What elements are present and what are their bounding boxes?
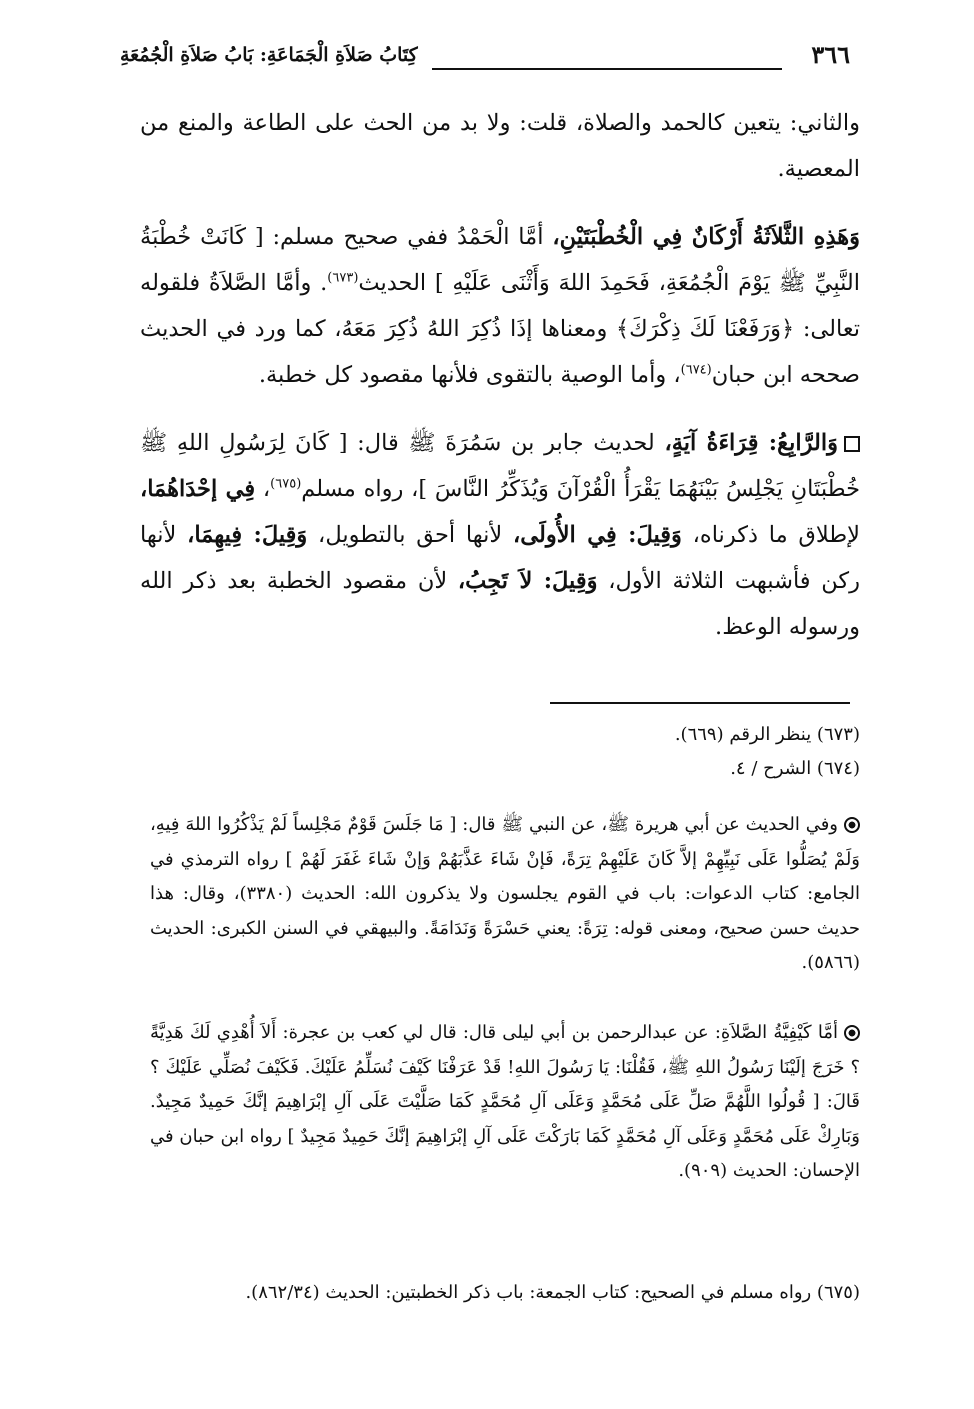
paragraph-2 (140, 214, 860, 398)
text-run: ، وأما الوصية بالتقوى فلأنها مقصود كل خطبة. (258, 362, 681, 388)
text-run: . وأمَّا الصَّلاَةُ فلقوله تعالى: ﴿وَرَفَعْنَا لَكَ ذِكْرَكَ﴾ ومعناها إذَا ذُكِرَ اللهُ ذُكِرَ مَعَهُ، كما ورد في الحديث صححه ابن حبان (140, 270, 860, 388)
paragraph-1: والثاني: يتعين كالحمد والصلاة، قلت: ولا بد من الحث على الطاعة والمنع من المعصية. (140, 110, 860, 182)
page-number: ٣٦٦ (811, 40, 850, 69)
text-run: لإطلاق ما ذكرناه، (681, 522, 860, 548)
footnote-ref-674[interactable]: (٦٧٤) (680, 362, 712, 378)
bold-phrase: فِي إحْدَاهُمَا، (140, 476, 256, 502)
text-run: لأن مقصود الخطبة بعد ذكر الله ورسوله الوعظ. (140, 568, 860, 640)
footnote-ref-675[interactable]: (٦٧٥) (270, 476, 302, 492)
footnote-674: (٦٧٤) الشرح / ٤. (730, 758, 860, 779)
text-run: أمَّا الْحَمْدُ ففي صحيح مسلم: [ كَانَتْ خُطْبَةُ النَّبِيِّ ﷺ يَوْمَ الْجُمُعَةِ، فَحَمِدَ اللهَ وَأَثْنَى عَلَيْهِ ] الحديث (140, 224, 861, 296)
circle-bullet-icon (844, 1025, 860, 1041)
footnote-675: (٦٧٥) رواه مسلم في الصحيح: كتاب الجمعة: باب ذكر الخطبتين: الحديث (٨٦٢/٣٤). (245, 1282, 860, 1303)
square-bullet-icon (844, 436, 860, 452)
annotation-note-2 (150, 1016, 860, 1189)
header-rule (432, 68, 782, 70)
bold-phrase: وَقِيلَ: لاَ تَجِبُ، (457, 568, 598, 594)
footnote-673: (٦٧٣) ينظر الرقم (٦٦٩). (674, 724, 860, 745)
note-text: وفي الحديث عن أبي هريرة ﷺ، عن النبي ﷺ قال: [ مَا جَلَسَ قَوْمٌ مَجْلِساً لَمْ يَذْكُرُوا اللهَ فِيهِ، وَلَمْ يُصَلُّوا عَلَى نَبِيِّهِمْ إلاَّ كَانَ عَلَيْهِمْ تِرَةً، فَإنْ شَاءَ عَذَّبَهُمْ وَإنْ شَاءَ غَفَرَ لَهُمْ ] رواه الترمذي في الجامع: كتاب الدعوات: باب في القوم يجلسون ولا يذكرون الله: الحديث (٣٣٨٠)، وقال: هذا حديث حسن صحيح، ومعنى قوله: تِرَةً: يعني حَسْرَةً وَنَدَامَةً. والبيهقي في السنن الكبرى: الحديث (٥٨٦٦). (150, 814, 861, 973)
text-run: لحديث جابر بن سَمُرَةَ ﷺ قال: [ كَانَ لِرَسُولِ اللهِ ﷺ خُطْبَتَانِ يَجْلِسُ بَيْنَهُمَا يَقْرَأُ الْقُرْآنَ وَيُذَكِّرُ النَّاسَ ]، رواه مسلم (140, 430, 860, 502)
paragraph-3 (140, 420, 860, 650)
text-run: لأنها ركن فأشبهت الثلاثة الأول، (140, 522, 860, 594)
text-run: ، (255, 476, 271, 502)
note-text: أمَّا كَيْفِيَّةُ الصَّلاَةِ: عن عبدالرحمن بن أبي ليلى قال: قال لي كعب بن عجرة: أَلاَ أُهْدِي لَكَ هَدِيَّةً ؟ خَرَجَ إلَيْنَا رَسُولُ اللهِ ﷺ، فَقُلْنَا: يَا رَسُولَ اللهِ! قَدْ عَرَفْنَا كَيْفَ نُسَلِّمُ عَلَيْكَ. فَكَيْفَ نُصَلِّي عَلَيْكَ ؟ قَالَ: [ قُولُوا اللَّهُمَّ صَلِّ عَلَى مُحَمَّدٍ وَعَلَى آلِ مُحَمَّدٍ كَمَا صَلَّيْتَ عَلَى آلِ إبْرَاهِيمَ إنَّكَ حَمِيدٌ مَجِيدٌ. وَبَارِكْ عَلَى مُحَمَّدٍ وَعَلَى آلِ مُحَمَّدٍ كَمَا بَارَكْتَ عَلَى آلِ إبْرَاهِيمَ إنَّكَ حَمِيدٌ مَجِيدٌ ] رواه ابن حبان في الإحسان: الحديث (٩٠٩). (150, 1022, 860, 1181)
text-run: لأنها أحق بالتطويل، (307, 522, 513, 548)
footnotes (140, 718, 860, 786)
annotation-note-1 (150, 808, 860, 981)
bold-phrase: وَقِيلَ: فِيهِمَا، (187, 522, 308, 548)
footnote-separator (550, 702, 850, 704)
main-text (140, 100, 860, 650)
running-title: كِتَابُ صَلاَةِ الْجَمَاعَةِ: بَابُ صَلاَةِ الْجُمُعَةِ (120, 44, 418, 66)
bold-phrase: وَقِيلَ: فِي الأُولَى، (512, 522, 682, 548)
footnote-ref-673[interactable]: (٦٧٣) (327, 270, 359, 286)
bold-phrase: وَهَذِهِ الثَّلاَثَةُ أَرْكَانٌ فِي الْخُطْبَتَيْنِ، (552, 224, 860, 250)
bold-phrase: وَالرَّابِعُ: قِرَاءَةُ آيَةٍ، (664, 430, 838, 456)
page-header (120, 38, 850, 78)
circle-bullet-icon (844, 817, 860, 833)
